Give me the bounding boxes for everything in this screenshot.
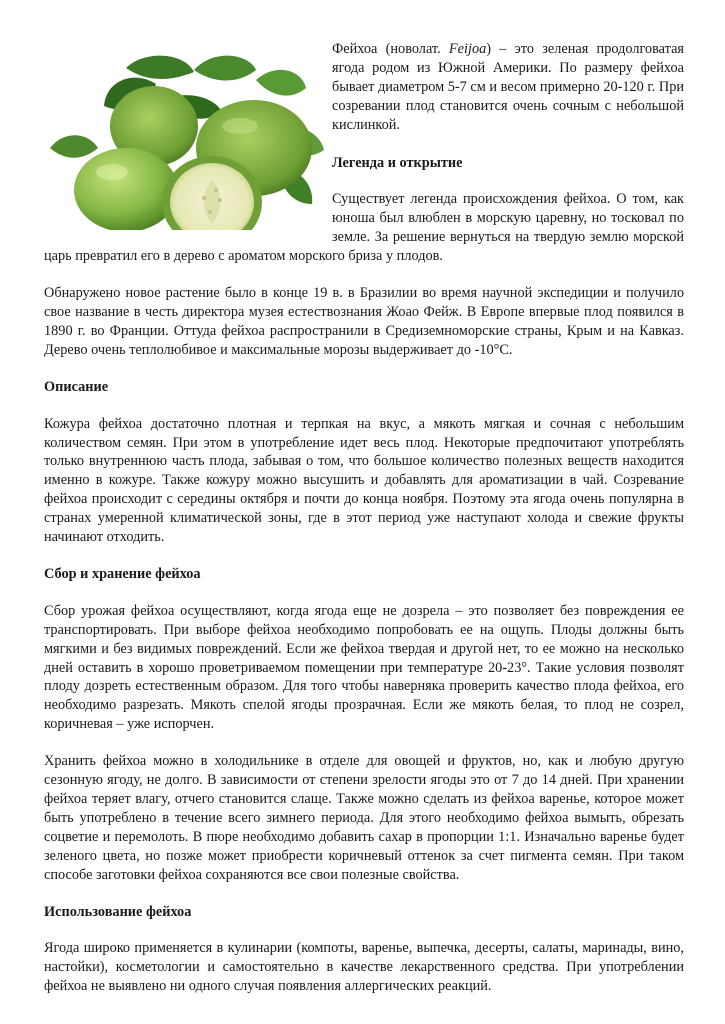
document-page <box>44 40 684 996</box>
discovery-paragraph: Обнаружено новое растение было в конце 19 в. в Бразилии во время научной экспедиции и получило свое название в честь директора музея естествознания Жоао Фейж. В Европе впервые плод появился в 1890 г. во Франции. Оттуда фейхоа распространили в Средиземноморские страны, Крым и на Кавказ. Дерево очень теплолюбивое и максимальные морозы выдерживает до -10°С. <box>44 285 684 358</box>
description-heading: Описание <box>44 378 109 395</box>
legend-paragraph: Существует легенда происхождения фейхоа. О том, как юноша был влюблен в морскую царевну, но тосковал по земле. За решение вернуться на твердую землю морской царь превратил его в дерево с ароматом морского бриза у плодов. <box>44 191 684 265</box>
latin-name: Feijoa <box>448 41 487 57</box>
storage-heading: Сбор и хранение фейхоа <box>44 565 201 582</box>
feijoa-illustration <box>44 40 332 230</box>
description-paragraph: Кожура фейхоа достаточно плотная и терпкая на вкус, а мякоть мягкая и сочная с небольшим количеством семян. При этом в употребление идет весь плод. Некоторые предпочитают употреблять только внутреннюю часть плода, забывая о том, что большое количество полезных веществ находится именно в кожуре. Также кожуру можно высушить и добавлять для ароматизации в чай. Созревание фейхоа происходит с середины октября и почти до конца ноября. Поэтому эта ягода очень популярна в странах умеренной климатической зоны, где в этот период уже наступают холода и свежие фрукты начинают отходить. <box>44 415 684 546</box>
intro-paragraph: Фейхоа (новолат. Feijoa) – это зеленая продолговатая ягода родом из Южной Америки. По размеру фейхоа бывает диаметром 5-7 см и весом примерно 20-120 г. При созревании плод становится очень сочным с небольшой кислинкой. <box>332 41 684 133</box>
legend-heading: Легенда и открытие <box>332 154 463 171</box>
usage-paragraph: Ягода широко применяется в кулинарии (компоты, варенье, выпечка, десерты, салаты, маринады, вино, настойки), косметологии и самостоятельно в качестве лекарственного средства. При употреблении фейхоа не выявлено ни одного случая появления аллергических реакций. <box>44 940 684 995</box>
storage-paragraph: Хранить фейхоа можно в холодильнике в отделе для овощей и фруктов, но, как и любую другую сезонную ягоду, не долго. В зависимости от степени зрелости ягоды это от 7 до 14 дней. При хранении фейхоа теряет влагу, отчего становится слаще. Также можно сделать из фейхоа варенье, которое может быть употреблено в течение всего зимнего периода. Для этого необходимо фейхоа вымыть, обрезать соцветие и перемолоть. В пюре необходимо добавить сахар в пропорции 1:1. Изначально варенье будет зеленого цвета, но позже может приобрести коричневый оттенок за счет пигмента семян. При таком способе заготовки фейхоа сохраняются все свои полезные свойства. <box>44 753 684 883</box>
feijoa-fruit-icon <box>44 40 332 230</box>
usage-heading: Использование фейхоа <box>44 903 192 920</box>
harvest-paragraph: Сбор урожая фейхоа осуществляют, когда ягода еще не дозрела – это позволяет без повреждения ее транспортировать. При выборе фейхоа необходимо попробовать ее на ощупь. Плоды должны быть мягкими и без видимых повреждений. Если же фейхоа твердая и другой нет, то ее можно на несколько дней оставить в хорошо проветриваемом помещении при температуре 20-23°. Такие условия позволят плоду дозреть естественным образом. Для того чтобы наверняка проверить качество плода фейхоа, его необходимо разрезать. Мякоть спелой ягоды прозрачная. Если же мякоть белая, то плод не созрел, коричневая – уже испорчен. <box>44 602 684 733</box>
